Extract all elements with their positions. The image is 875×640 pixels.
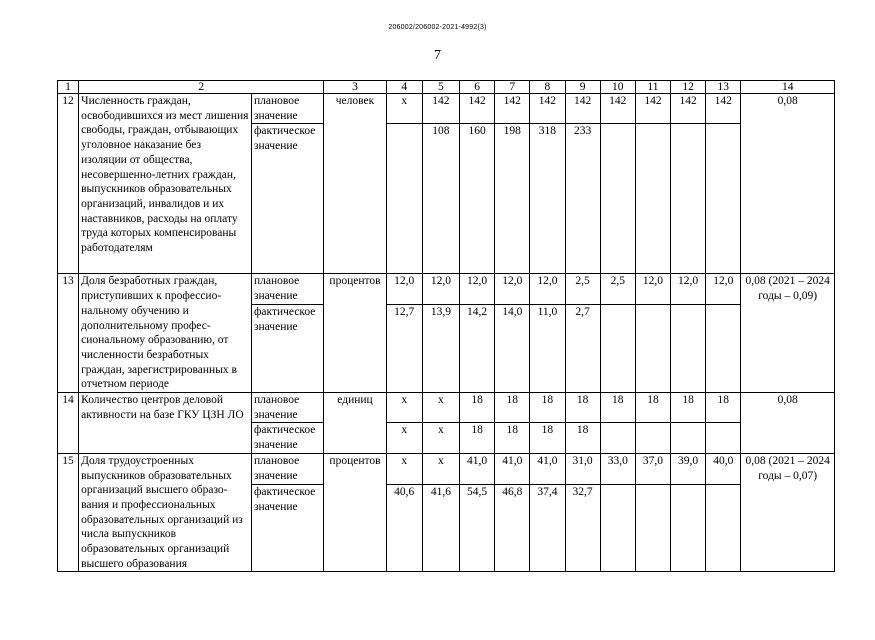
planned-value: 2,5 — [565, 274, 600, 305]
planned-value: 18 — [565, 393, 600, 423]
planned-value: 142 — [530, 94, 565, 124]
actual-value: 160 — [460, 124, 495, 274]
actual-value — [600, 423, 635, 453]
planned-value: 40,0 — [706, 453, 741, 484]
actual-value — [706, 423, 741, 453]
planned-value: 12,0 — [635, 274, 670, 305]
indicator-description: Количество центров деловой активности на базе ГКУ ЦЗН ЛО — [79, 393, 252, 454]
planned-value: 142 — [600, 94, 635, 124]
row-number: 15 — [58, 453, 79, 572]
indicator-description: Доля трудоустроенных выпускников образовательных организаций высшего образо-вания и профессиональных образовательных организаций из числа выпускников образовательных организаций высшего образования — [79, 453, 252, 572]
planned-value: 142 — [422, 94, 459, 124]
indicators-table — [57, 80, 835, 572]
planned-value: 12,0 — [706, 274, 741, 305]
actual-value: 2,7 — [565, 305, 600, 393]
header-cell: 2 — [79, 81, 324, 94]
planned-value: х — [386, 453, 422, 484]
unit-cell: процентов — [324, 274, 386, 393]
header-row — [58, 81, 835, 94]
planned-value: 41,0 — [530, 453, 565, 484]
planned-label: плановое значение — [251, 274, 323, 305]
table-row — [58, 393, 835, 423]
actual-value: 14,0 — [495, 305, 530, 393]
planned-value: 12,0 — [495, 274, 530, 305]
planned-value: 41,0 — [460, 453, 495, 484]
planned-value: 12,0 — [671, 274, 706, 305]
actual-value: 32,7 — [565, 485, 600, 572]
planned-value: 33,0 — [600, 453, 635, 484]
document-id: 206002/206002-2021-4992(3) — [388, 24, 487, 31]
header-cell: 4 — [386, 81, 422, 94]
actual-value: 18 — [530, 423, 565, 453]
actual-value — [706, 124, 741, 274]
header-cell: 6 — [460, 81, 495, 94]
actual-value — [671, 305, 706, 393]
actual-value: 40,6 — [386, 485, 422, 572]
row-number: 12 — [58, 94, 79, 274]
actual-value — [600, 305, 635, 393]
row-number: 14 — [58, 393, 79, 454]
planned-value: 18 — [600, 393, 635, 423]
actual-value: 18 — [565, 423, 600, 453]
actual-value: 41,6 — [422, 485, 459, 572]
actual-value: х — [422, 423, 459, 453]
planned-value: 12,0 — [422, 274, 459, 305]
header-cell: 3 — [324, 81, 386, 94]
actual-value — [706, 305, 741, 393]
actual-value: 54,5 — [460, 485, 495, 572]
actual-value: 18 — [495, 423, 530, 453]
actual-value: 198 — [495, 124, 530, 274]
header-cell: 5 — [422, 81, 459, 94]
unit-cell: единиц — [324, 393, 386, 454]
actual-value: 318 — [530, 124, 565, 274]
planned-value: 2,5 — [600, 274, 635, 305]
planned-value: х — [422, 453, 459, 484]
actual-value: 11,0 — [530, 305, 565, 393]
actual-value — [386, 124, 422, 274]
actual-label: фактическое значение — [251, 423, 323, 453]
header-cell: 7 — [495, 81, 530, 94]
actual-label: фактическое значение — [251, 124, 323, 274]
table-row — [58, 453, 835, 484]
actual-value — [635, 423, 670, 453]
planned-value: 39,0 — [671, 453, 706, 484]
header-cell: 9 — [565, 81, 600, 94]
weight-value: 0,08 (2021 – 2024 годы – 0,09) — [741, 274, 835, 393]
planned-value: 142 — [565, 94, 600, 124]
header-cell: 14 — [741, 81, 835, 94]
header-cell: 10 — [600, 81, 635, 94]
table-row — [58, 94, 835, 124]
actual-value — [671, 124, 706, 274]
planned-value: 41,0 — [495, 453, 530, 484]
planned-value: х — [386, 393, 422, 423]
actual-label: фактическое значение — [251, 305, 323, 393]
weight-value: 0,08 (2021 – 2024 годы – 0,07) — [741, 453, 835, 572]
actual-value: 233 — [565, 124, 600, 274]
planned-value: 18 — [635, 393, 670, 423]
actual-value — [706, 485, 741, 572]
header-cell: 8 — [530, 81, 565, 94]
planned-value: 37,0 — [635, 453, 670, 484]
actual-value: 12,7 — [386, 305, 422, 393]
weight-value: 0,08 — [741, 94, 835, 274]
actual-value: х — [386, 423, 422, 453]
actual-value — [600, 485, 635, 572]
planned-value: 142 — [706, 94, 741, 124]
planned-value: х — [386, 94, 422, 124]
actual-value: 37,4 — [530, 485, 565, 572]
planned-label: плановое значение — [251, 393, 323, 423]
table-row — [58, 274, 835, 305]
planned-value: 18 — [671, 393, 706, 423]
unit-cell: человек — [324, 94, 386, 274]
actual-value — [600, 124, 635, 274]
planned-value: 18 — [460, 393, 495, 423]
planned-label: плановое значение — [251, 94, 323, 124]
planned-value: 142 — [460, 94, 495, 124]
planned-value: 142 — [671, 94, 706, 124]
planned-value: 12,0 — [460, 274, 495, 305]
planned-value: 31,0 — [565, 453, 600, 484]
unit-cell: процентов — [324, 453, 386, 572]
planned-value: 12,0 — [530, 274, 565, 305]
actual-value — [635, 305, 670, 393]
actual-value: 108 — [422, 124, 459, 274]
planned-value: 18 — [706, 393, 741, 423]
actual-value: 13,9 — [422, 305, 459, 393]
planned-value: 18 — [495, 393, 530, 423]
planned-value: х — [422, 393, 459, 423]
planned-label: плановое значение — [251, 453, 323, 484]
planned-value: 18 — [530, 393, 565, 423]
indicator-description: Численность граждан, освободившихся из мест лишения свободы, граждан, отбывающих уголовное наказание без изоляции от общества, несовершенно-летних граждан, выпускников образовательных организаций, инвалидов и их наставников, расходы на оплату труда которых компенсированы работодателям — [79, 94, 252, 274]
actual-value — [671, 423, 706, 453]
actual-value — [635, 124, 670, 274]
weight-value: 0,08 — [741, 393, 835, 454]
actual-value: 18 — [460, 423, 495, 453]
indicator-description: Доля безработных граждан, приступивших к профессио-нальному обучению и дополнительному профес-сиональному образованию, от численности безработных граждан, зарегистрированных в отчетном периоде — [79, 274, 252, 393]
header-cell: 11 — [635, 81, 670, 94]
planned-value: 12,0 — [386, 274, 422, 305]
actual-label: фактическое значение — [251, 485, 323, 572]
actual-value: 14,2 — [460, 305, 495, 393]
actual-value: 46,8 — [495, 485, 530, 572]
actual-value — [635, 485, 670, 572]
actual-value — [671, 485, 706, 572]
header-cell: 13 — [706, 81, 741, 94]
header-cell: 1 — [58, 81, 79, 94]
planned-value: 142 — [495, 94, 530, 124]
page-number: 7 — [434, 48, 441, 63]
row-number: 13 — [58, 274, 79, 393]
header-cell: 12 — [671, 81, 706, 94]
planned-value: 142 — [635, 94, 670, 124]
